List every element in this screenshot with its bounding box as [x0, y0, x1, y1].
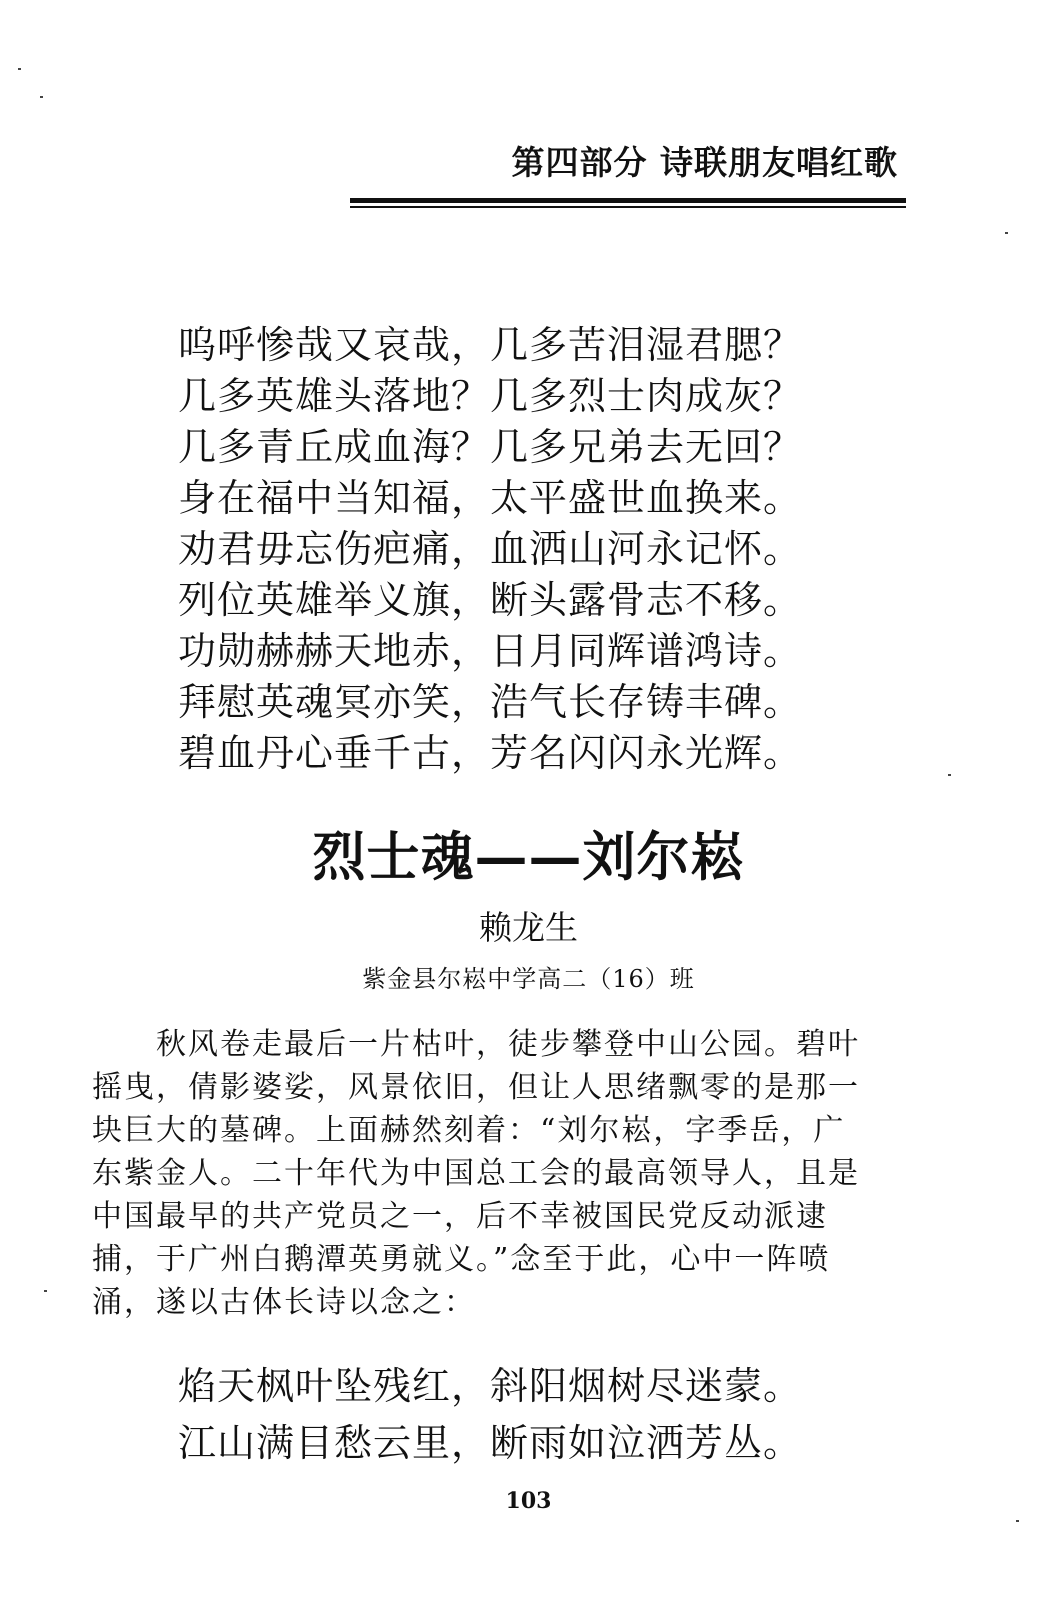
article-title: 烈士魂——刘尔崧: [312, 826, 745, 888]
scan-speck: [40, 96, 43, 98]
prose-line: 块巨大的墓碑。上面赫然刻着：“刘尔崧，字季岳，广: [92, 1113, 846, 1148]
poem-line: 几多英雄头落地？几多烈士肉成灰？: [178, 374, 803, 418]
prose-line: 东紫金人。二十年代为中国总工会的最高领导人，且是: [92, 1156, 860, 1191]
poem-line: 几多青丘成血海？几多兄弟去无回？: [178, 425, 803, 469]
header-rule-thin: [350, 206, 906, 208]
poem-bottom: [178, 1358, 998, 1472]
header-rule-thick: [350, 198, 906, 203]
scan-speck: [44, 1290, 47, 1292]
running-header: 第四部分 诗联朋友唱红歌: [511, 143, 898, 182]
poem-line: 劝君毋忘伤疤痛，血洒山河永记怀。: [178, 527, 803, 571]
poem-line: 碧血丹心垂千古，芳名闪闪永光辉。: [178, 731, 803, 775]
article-prose: [92, 1023, 912, 1324]
poem-line: 江山满目愁云里，断雨如泣洒芳丛。: [178, 1421, 803, 1465]
poem-line: 身在福中当知福，太平盛世血换来。: [178, 476, 803, 520]
prose-line: 捕，于广州白鹅潭英勇就义。”念至于此，心中一阵喷: [92, 1242, 831, 1277]
scan-speck: [1016, 1520, 1019, 1522]
scan-speck: [1005, 232, 1008, 234]
page-number: 103: [505, 1488, 552, 1514]
author-name: 赖龙生: [479, 908, 578, 947]
scan-speck: [948, 774, 951, 776]
poem-top: [178, 320, 998, 779]
prose-line: 涌，遂以古体长诗以念之：: [92, 1285, 476, 1320]
poem-line: 功勋赫赫天地赤，日月同辉谱鸿诗。: [178, 629, 803, 673]
scan-speck: [18, 68, 21, 70]
poem-line: 列位英雄举义旗，断头露骨志不移。: [178, 578, 803, 622]
poem-line: 拜慰英魂冥亦笑，浩气长存铸丰碑。: [178, 680, 803, 724]
author-affiliation: 紫金县尔崧中学高二（16）班: [362, 965, 695, 993]
prose-line: 中国最早的共产党员之一，后不幸被国民党反动派逮: [92, 1199, 828, 1234]
poem-line: 焰天枫叶坠残红，斜阳烟树尽迷蒙。: [178, 1364, 803, 1408]
prose-line: 秋风卷走最后一片枯叶，徒步攀登中山公园。碧叶: [156, 1027, 860, 1062]
poem-line: 呜呼惨哉又哀哉，几多苦泪湿君腮？: [178, 323, 803, 367]
prose-line: 摇曳，倩影婆娑，风景依旧，但让人思绪飘零的是那一: [92, 1070, 860, 1105]
